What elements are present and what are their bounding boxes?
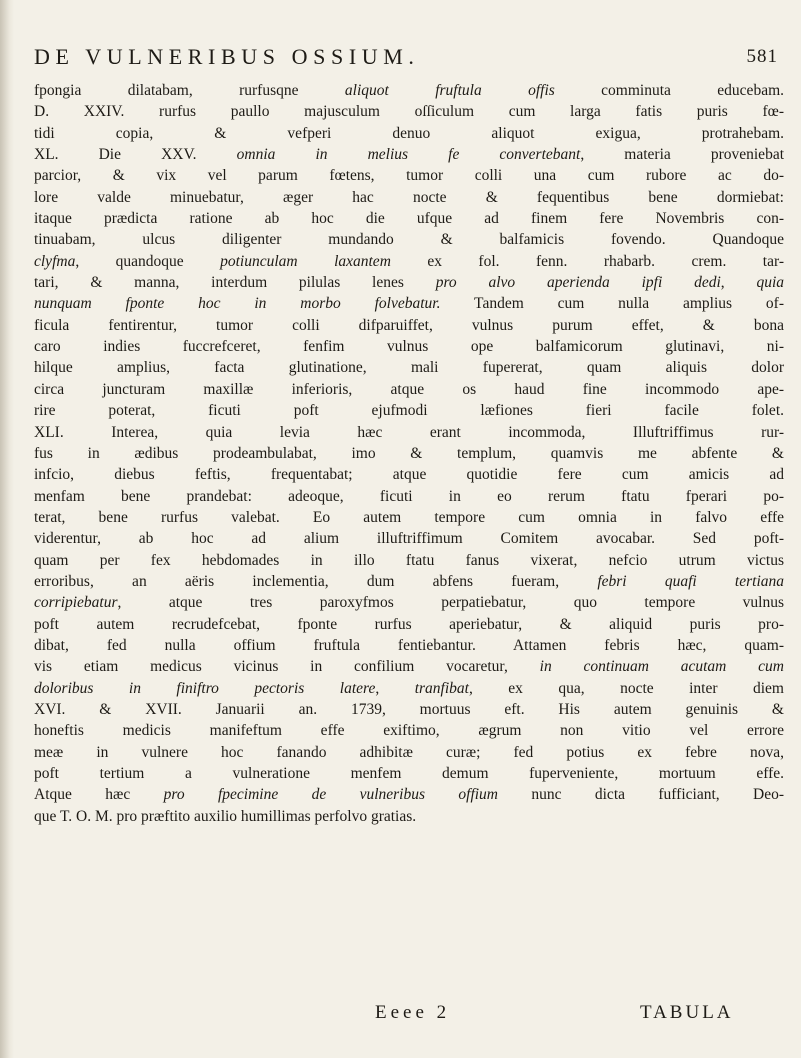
- text-segment: itaque prædicta ratione ab hoc die ufque ad finem fere Novembris con-: [34, 210, 784, 228]
- text-segment: ex fol. fenn. rhabarb. crem. tar-: [390, 252, 784, 270]
- text-line: [34, 720, 784, 741]
- italic-segment: nunquam fponte hoc in morbo folvebatur.: [34, 295, 441, 313]
- text-segment: erroribus, an aëris inclementia, dum abfens fueram,: [34, 572, 598, 590]
- text-line: [34, 678, 784, 699]
- text-line: [34, 144, 784, 165]
- text-segment: viderentur, ab hoc ad alium illuftriffimum Comitem avocabar. Sed poft-: [34, 530, 784, 548]
- text-line: [34, 635, 784, 656]
- text-segment: fpongia dilatabam, rurfusqne: [34, 82, 345, 99]
- text-segment: terat, bene rurfus valebat. Eo autem tempore cum omnia in falvo effe: [34, 508, 784, 526]
- italic-segment: pro fpecimine de vulneribus offium: [163, 786, 498, 804]
- body-text: [34, 80, 784, 827]
- text-segment: infcio, diebus feftis, frequentabat; atque quotidie fere cum amicis ad: [34, 466, 784, 484]
- text-line: [34, 763, 784, 784]
- text-line: [34, 165, 784, 186]
- page-number: 581: [746, 46, 778, 67]
- text-line: [34, 550, 784, 571]
- text-segment: ,: [375, 679, 415, 697]
- running-title: DE VULNERIBUS OSSIUM.: [34, 44, 420, 69]
- text-segment: parcior, & vix vel parum fœtens, tumor colli una cum rubore ac do-: [34, 167, 784, 185]
- text-segment: tinuabam, ulcus diligenter mundando & balfamicis fovendo. Quandoque: [34, 231, 784, 249]
- text-line: [34, 400, 784, 421]
- text-line: [34, 336, 784, 357]
- text-line: [34, 528, 784, 549]
- text-line: [34, 379, 784, 400]
- text-segment: menfam bene prandebat: adeoque, ficuti in eo rerum ftatu fperari po-: [34, 487, 784, 505]
- text-segment: quam per fex hebdomades in illo ftatu fanus vixerat, nefcio utrum victus: [34, 551, 784, 569]
- text-line: [34, 464, 784, 485]
- text-segment: XL. Die XXV.: [34, 146, 237, 164]
- italic-segment: potiunculam laxantem: [220, 252, 391, 270]
- text-line: [34, 315, 784, 336]
- text-segment: , ex qua, nocte inter diem: [468, 679, 784, 697]
- italic-segment: clyfma: [34, 252, 76, 270]
- italic-segment: omnia in melius fe convertebant: [236, 146, 581, 164]
- text-segment: nunc dicta fufficiant, Deo-: [498, 786, 784, 804]
- italic-segment: in continuam acutam cum: [539, 658, 784, 676]
- text-segment: caro indies fuccrefceret, fenfim vulnus ope balfamicorum glutinavi, ni-: [34, 338, 784, 356]
- signature-mark: Eeee 2: [375, 1002, 451, 1023]
- text-segment: fus in ædibus prodeambulabat, imo & templum, quamvis me abfente &: [34, 444, 784, 462]
- text-segment: , materia proveniebat: [580, 146, 784, 164]
- text-segment: vis etiam medicus vicinus in confilium vocaretur,: [34, 658, 540, 676]
- text-segment: ,: [720, 274, 757, 292]
- catchword: TABULA: [640, 1002, 734, 1023]
- italic-segment: tranfibat: [414, 679, 469, 697]
- text-segment: comminuta educebam.: [554, 82, 784, 99]
- italic-segment: aliquot fruftula offis: [344, 82, 555, 99]
- text-line: [34, 229, 784, 250]
- text-segment: dibat, fed nulla offium fruftula fentiebantur. Attamen febris hæc, quam-: [34, 636, 784, 654]
- text-line: [34, 486, 784, 507]
- text-segment: Atque hæc: [34, 786, 164, 804]
- text-segment: ficula fentirentur, tumor colli difparuiffet, vulnus purum effet, & bona: [34, 316, 784, 334]
- text-segment: poft autem recrudefcebat, fponte rurfus aperiebatur, & aliquid puris pro-: [34, 615, 784, 633]
- italic-segment: corripiebatur: [34, 594, 118, 612]
- text-line: [34, 784, 784, 805]
- italic-segment: doloribus in finiftro pectoris latere: [34, 679, 376, 697]
- text-segment: hilque amplius, facta glutinatione, mali fupererat, quam aliquis dolor: [34, 359, 784, 377]
- text-line: [34, 80, 784, 101]
- text-line: [34, 507, 784, 528]
- running-head: [34, 44, 778, 70]
- text-segment: poft tertium a vulneratione menfem demum fuperveniente, mortuum effe.: [34, 765, 784, 782]
- text-line: [34, 293, 784, 314]
- text-line: [34, 656, 784, 677]
- text-segment: tidi copia, & vefperi denuo aliquot exigua, protrahebam.: [34, 124, 784, 142]
- text-segment: circa juncturam maxillæ inferioris, atque os haud fine incommodo ape-: [34, 380, 784, 398]
- text-segment: meæ in vulnere hoc fanando adhibitæ curæ; fed potius ex febre nova,: [34, 743, 784, 761]
- text-line: [34, 443, 784, 464]
- text-line: [34, 251, 784, 272]
- page-gutter-shadow: [0, 0, 14, 1058]
- italic-segment: febri quafi tertiana: [597, 572, 784, 590]
- text-segment: honeftis medicis manifeftum effe exiftimo, ægrum non vitio vel errore: [34, 722, 784, 740]
- text-line: [34, 699, 784, 720]
- italic-segment: quia: [756, 274, 784, 292]
- text-segment: , atque tres paroxyfmos perpatiebatur, quo tempore vulnus: [117, 594, 784, 612]
- text-line: [34, 592, 784, 613]
- text-line: [34, 123, 784, 144]
- text-segment: tari, & manna, interdum pilulas lenes: [34, 274, 436, 292]
- text-segment: , quandoque: [75, 252, 221, 270]
- text-line: [34, 187, 784, 208]
- text-segment: rire poterat, ficuti poft ejufmodi læfiones fieri facile folet.: [34, 402, 784, 420]
- text-segment: XLI. Interea, quia levia hæc erant incommoda, Illuftriffimus rur-: [34, 423, 784, 441]
- text-segment: lore valde minuebatur, æger hac nocte & fequentibus bene dormiebat:: [34, 188, 784, 206]
- text-line: [34, 742, 784, 763]
- text-segment: que T. O. M. pro præftito auxilio humillimas perfolvo gratias.: [34, 807, 417, 825]
- text-line: [34, 422, 784, 443]
- text-line: [34, 272, 784, 293]
- text-line: [34, 357, 784, 378]
- text-segment: XVI. & XVII. Januarii an. 1739, mortuus eft. His autem genuinis &: [34, 700, 784, 718]
- text-segment: Tandem cum nulla amplius of-: [440, 295, 784, 313]
- text-line: [34, 614, 784, 635]
- text-segment: D. XXIV. rurfus paullo majusculum oſſiculum cum larga fatis puris fœ-: [34, 103, 784, 121]
- text-line: [34, 208, 784, 229]
- text-line: [34, 101, 784, 122]
- text-line: [34, 806, 784, 827]
- page-footer: [0, 1002, 801, 1028]
- text-line: [34, 571, 784, 592]
- italic-segment: pro alvo aperienda ipfi dedi: [435, 274, 721, 292]
